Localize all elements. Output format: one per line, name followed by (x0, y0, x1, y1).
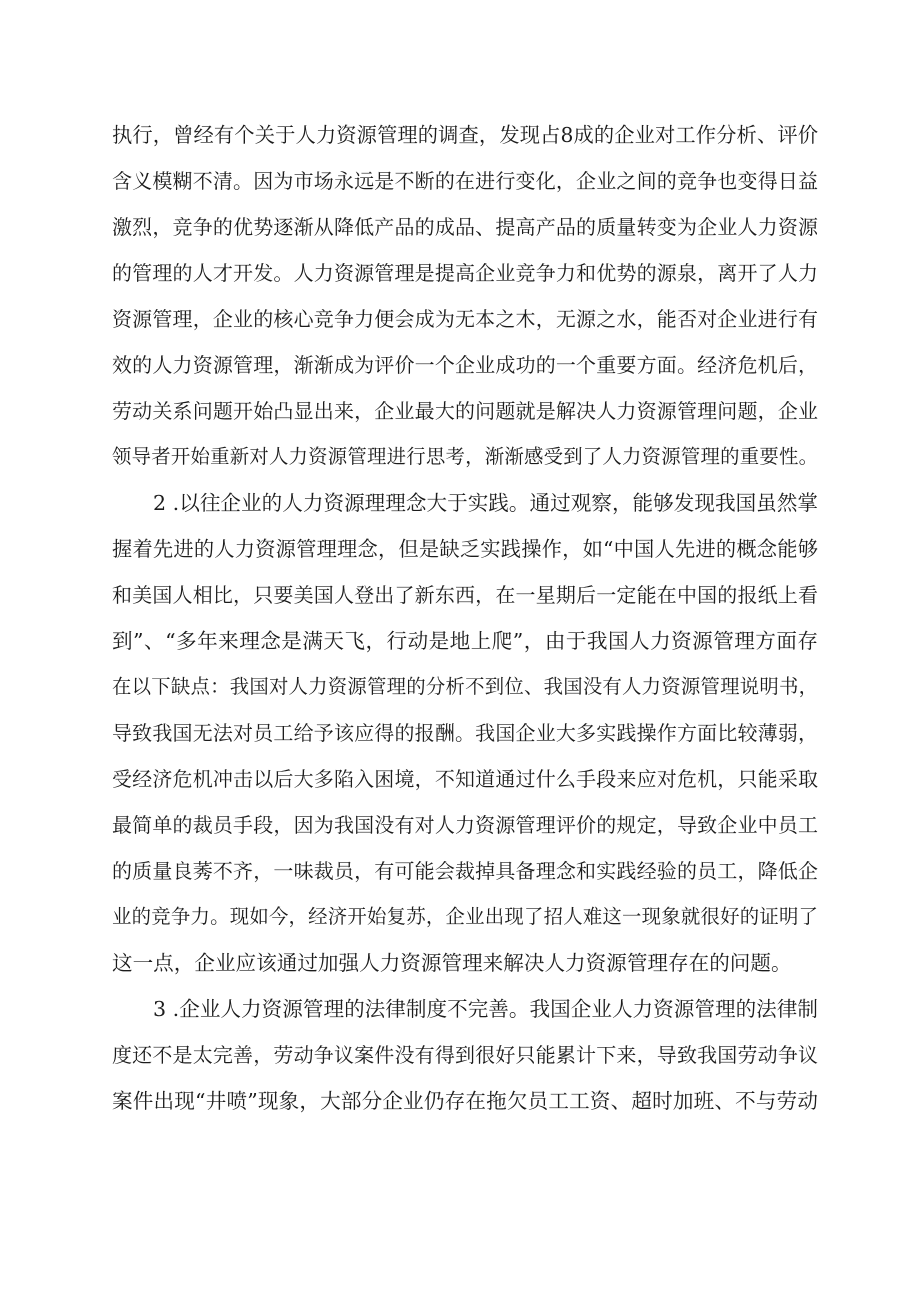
text-line: 业的竞争力。现如今，经济开始复苏，企业出现了招人难这一现象就很好的证明了 (112, 905, 818, 928)
paragraph-3 (112, 986, 818, 1124)
text-line: 3 .企业人力资源管理的法律制度不完善。我国企业人力资源管理的法律制 (153, 997, 818, 1021)
document-body (112, 112, 818, 1124)
text-line: 的管理的人才开发。人力资源管理是提高企业竞争力和优势的源泉，离开了人力 (112, 261, 818, 285)
text-line: 和美国人相比，只要美国人登出了新东西，在一星期后一定能在中国的报纸上看 (112, 583, 818, 607)
text-line: 在以下缺点：我国对人力资源管理的分析不到位、我国没有人力资源管理说明书， (112, 675, 818, 698)
text-line: 含义模糊不清。因为市场永远是不断的在进行变化，企业之间的竞争也变得日益 (112, 169, 818, 193)
paragraph-2 (112, 480, 818, 986)
text-line: 导致我国无法对员工给予该应得的报酬。我国企业大多实践操作方面比较薄弱， (112, 721, 818, 745)
text-line: 最简单的裁员手段，因为我国没有对人力资源管理评价的规定，导致企业中员工 (112, 813, 818, 837)
text-line: 效的人力资源管理，渐渐成为评价一个企业成功的一个重要方面。经济危机后， (112, 353, 818, 377)
text-line: 的质量良莠不齐，一味裁员，有可能会裁掉具备理念和实践经验的员工，降低企 (112, 859, 818, 883)
paragraph-1 (112, 112, 818, 480)
text-line: 握着先进的人力资源管理理念，但是缺乏实践操作，如“中国人先进的概念能够 (112, 537, 818, 561)
text-line: 案件出现“井喷”现象，大部分企业仍存在拖欠员工工资、超时加班、不与劳动 (112, 1089, 818, 1113)
text-line: 激烈，竞争的优势逐渐从降低产品的成品、提高产品的质量转变为企业人力资源 (112, 215, 818, 239)
text-line: 到”、“多年来理念是满天飞，行动是地上爬”，由于我国人力资源管理方面存 (112, 629, 818, 653)
text-line: 执行，曾经有个关于人力资源管理的调查，发现占8成的企业对工作分析、评价 (112, 123, 818, 147)
text-line: 2 .以往企业的人力资源理理念大于实践。通过观察，能够发现我国虽然掌 (153, 491, 818, 515)
text-line: 度还不是太完善，劳动争议案件没有得到很好只能累计下来，导致我国劳动争议 (112, 1043, 818, 1067)
text-line: 受经济危机冲击以后大多陷入困境，不知道通过什么手段来应对危机，只能采取 (112, 767, 818, 791)
text-line: 领导者开始重新对人力资源管理进行思考，渐渐感受到了人力资源管理的重要性。 (112, 445, 818, 468)
text-line: 这一点，企业应该通过加强人力资源管理来解决人力资源管理存在的问题。 (112, 951, 792, 975)
text-line: 劳动关系问题开始凸显出来，企业最大的问题就是解决人力资源管理问题，企业 (112, 399, 818, 423)
text-line: 资源管理，企业的核心竞争力便会成为无本之木，无源之水，能否对企业进行有 (112, 307, 818, 331)
